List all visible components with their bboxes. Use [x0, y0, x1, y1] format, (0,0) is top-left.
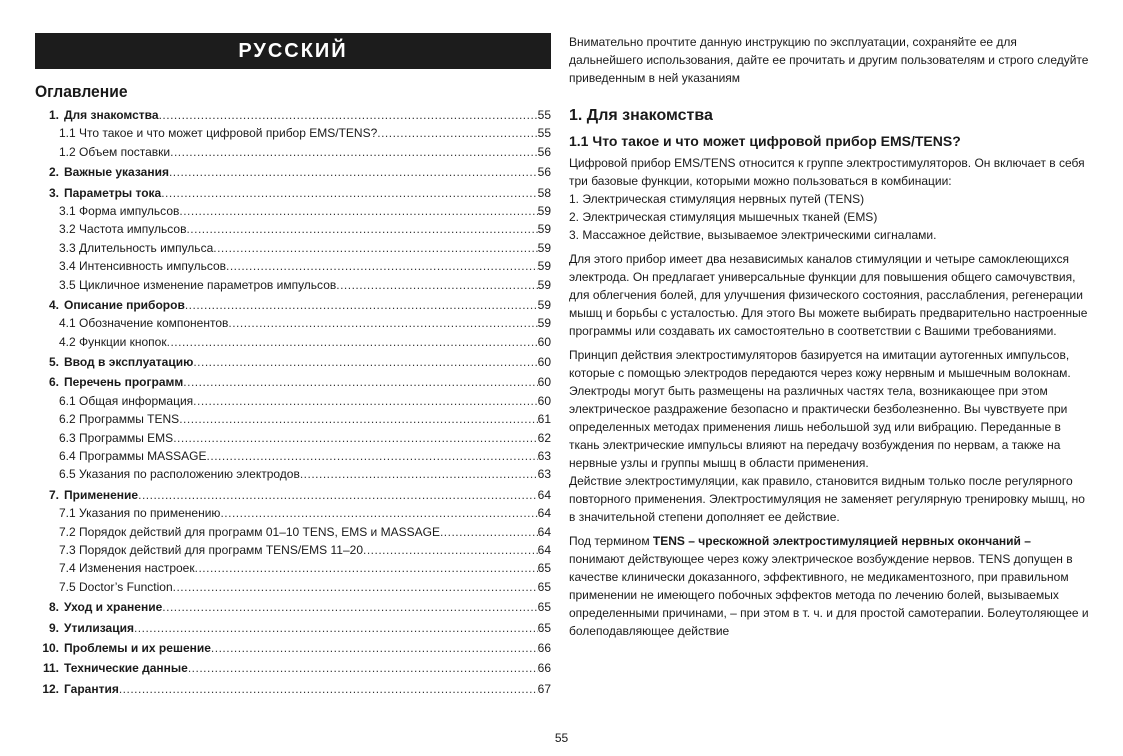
toc-leader [188, 661, 538, 675]
toc-page: 65 [537, 579, 551, 594]
paragraph-2: Для этого прибор имеет два независимых каналов стимуляции и четыре самоклеющихся электрода. Он предлагает универсальные функции для повышения общего самочувствия, для облегчения болей, для улучшения физического состояния, расслабления, регенерации мышц и борьбы с усталостью. Для этого Вы можете выбирать предварительно настроенные программы или создавать их самостоятельно в соответствии с Вашими требованиями. [569, 252, 1088, 338]
toc-leader [213, 241, 537, 255]
language-banner: РУССКИЙ [35, 33, 551, 69]
toc-leader [170, 145, 538, 159]
toc-leader [377, 126, 537, 140]
tens-definition: TENS – чрескожной электростимуляцией нервных окончаний – [652, 534, 1031, 548]
toc-page: 60 [537, 334, 551, 349]
toc-subsection [35, 145, 551, 163]
toc-label: Параметры тока [64, 185, 162, 200]
paragraph-4: Действие электростимуляции, как правило, становится видным только после регулярного повторного применения. Электростимуляция не заменяет регулярную тренировку мышц, но в значительной степени дополняет ее действие. [569, 474, 1085, 524]
toc-label: Для знакомства [64, 108, 159, 122]
toc-label: 3.1 Форма импульсов [59, 203, 180, 218]
toc-label: 3.5 Цикличное изменение параметров импульсов [59, 277, 337, 292]
toc-leader [159, 108, 538, 122]
toc-subsection [35, 278, 551, 296]
toc-section [35, 165, 551, 183]
toc-leader [138, 488, 538, 502]
toc-number: 4. [48, 297, 59, 312]
toc-leader [186, 222, 537, 236]
toc-page: 63 [537, 449, 551, 464]
toc-label: 6.4 Программы MASSAGE [59, 449, 207, 464]
toc-label: Применение [64, 487, 139, 502]
toc-page: 59 [537, 203, 551, 218]
subsection-heading: 1.1 Что такое и что может цифровой прибор EMS/TENS? [569, 133, 961, 149]
table-of-contents [35, 108, 551, 700]
section-heading: 1. Для знакомства [569, 107, 713, 124]
list-item: 1. Электрическая стимуляция нервных путей (TENS) [569, 192, 865, 206]
toc-page: 59 [537, 259, 551, 274]
toc-leader [363, 543, 538, 557]
toc-leader [179, 204, 537, 218]
toc-label: Утилизация [64, 620, 134, 635]
toc-page: 64 [537, 506, 551, 521]
toc-leader [336, 278, 537, 292]
toc-label: 6.5 Указания по расположению электродов [59, 467, 300, 482]
toc-number: 6. [48, 375, 59, 390]
toc-label: 3.3 Длительность импульса [59, 240, 214, 255]
toc-number: 3. [48, 185, 59, 200]
toc-subsection [35, 543, 551, 561]
toc-leader [162, 600, 537, 614]
toc-leader [440, 525, 538, 539]
toc-number: 8. [48, 600, 59, 615]
toc-page: 65 [537, 620, 551, 635]
list-item: 3. Массажное действие, вызываемое электрическими сигналами. [569, 228, 937, 242]
list-item: 2. Электрическая стимуляция мышечных тканей (EMS) [569, 210, 878, 224]
toc-page: 63 [537, 467, 551, 482]
toc-leader [169, 165, 538, 179]
toc-page: 62 [537, 430, 551, 445]
toc-subsection [35, 449, 551, 467]
paragraph-1: Цифровой прибор EMS/TENS относится к группе электростимуляторов. Он включает в себя три базовые функции, которыми можно пользоваться в комбинации: [569, 156, 1085, 188]
toc-page: 59 [537, 222, 551, 237]
toc-leader [211, 641, 538, 655]
toc-page: 59 [537, 277, 551, 292]
toc-section [35, 641, 551, 659]
toc-label: 7.2 Порядок действий для программ 01–10 TENS, EMS и MASSAGE [59, 524, 440, 539]
toc-label: Описание приборов [64, 297, 185, 312]
toc-page: 55 [537, 126, 551, 141]
toc-label: 1.1 Что такое и что может цифровой прибор EMS/TENS? [59, 126, 378, 141]
toc-leader [161, 186, 537, 200]
toc-section [35, 600, 551, 618]
toc-label: Проблемы и их решение [64, 640, 211, 655]
p5-post: понимают действующее через кожу электрическое возбуждение нервов. TENS допущен в качестве клинически доказанного, эффективного, не медикаментозного, при правильном применении не имеющего побочных эффектов метода по лечению болей, вызываемых определенными причинами, – при этом в т. ч. и для простой самотерапии. Болеутоляющее и болеподавляющее действие [569, 552, 1089, 638]
toc-page: 56 [537, 165, 551, 180]
toc-page: 65 [537, 600, 551, 615]
toc-label: 1.2 Объем поставки [59, 144, 171, 159]
right-column [569, 33, 1089, 646]
page-number: 55 [554, 731, 569, 745]
toc-section [35, 682, 551, 700]
function-list [569, 190, 1089, 244]
paragraph-5 [569, 532, 1089, 640]
toc-subsection [35, 412, 551, 430]
toc-subsection [35, 241, 551, 259]
intro-paragraph: Внимательно прочтите данную инструкцию по эксплуатации, сохраняйте ее для дальнейшего использования, дайте ее прочитать и другим пользователям и строго следуйте приведенным в ней указаниям [569, 35, 1089, 85]
toc-section [35, 108, 551, 126]
toc-page: 64 [537, 542, 551, 557]
toc-leader [228, 316, 537, 330]
toc-leader [220, 506, 537, 520]
toc-label: 3.2 Частота импульсов [59, 222, 187, 237]
toc-leader [167, 335, 538, 349]
toc-section [35, 298, 551, 316]
toc-page: 64 [537, 487, 551, 502]
toc-leader [119, 682, 538, 696]
toc-subsection [35, 394, 551, 412]
toc-label: 6.3 Программы EMS [59, 430, 174, 445]
toc-page: 65 [537, 561, 551, 576]
toc-page: 61 [537, 412, 551, 427]
toc-subsection [35, 126, 551, 144]
toc-label: 6.2 Программы TENS [59, 412, 180, 427]
toc-page: 59 [537, 297, 551, 312]
toc-leader [195, 561, 538, 575]
toc-section [35, 186, 551, 204]
toc-leader [134, 621, 538, 635]
toc-leader [193, 355, 537, 369]
toc-page: 58 [537, 185, 551, 200]
toc-section [35, 375, 551, 393]
toc-subsection [35, 506, 551, 524]
toc-page: 56 [537, 144, 551, 159]
toc-subsection [35, 222, 551, 240]
toc-page: 60 [537, 375, 551, 390]
toc-subsection [35, 525, 551, 543]
toc-label: 7.4 Изменения настроек [59, 561, 195, 576]
toc-subsection [35, 204, 551, 222]
toc-label: Технические данные [64, 661, 188, 676]
toc-section [35, 661, 551, 679]
toc-label: 6.1 Общая информация [59, 393, 194, 408]
toc-leader [300, 467, 538, 481]
toc-leader [207, 449, 538, 463]
toc-page: 64 [537, 524, 551, 539]
toc-label: 4.1 Обозначение компонентов [59, 316, 229, 331]
toc-label: 7.5 Doctor’s Function [59, 579, 173, 594]
toc-subsection [35, 431, 551, 449]
toc-number: 9. [48, 620, 59, 635]
toc-number: 2. [48, 165, 59, 180]
toc-label: Уход и хранение [64, 600, 163, 615]
toc-label: 4.2 Функции кнопок [59, 334, 167, 349]
toc-subsection [35, 259, 551, 277]
toc-leader [185, 298, 538, 312]
toc-number: 7. [48, 487, 59, 502]
toc-title: Оглавление [35, 82, 128, 101]
toc-label: Важные указания [64, 165, 169, 180]
toc-leader [173, 580, 538, 594]
toc-page: 66 [537, 661, 551, 676]
toc-label: Гарантия [64, 681, 119, 696]
toc-label: Ввод в эксплуатацию [64, 355, 194, 370]
paragraph-3: Принцип действия электростимуляторов базируется на имитации аутогенных импульсов, которые с помощью электродов передаются через кожу нервным и мышечным волокнам. Электроды могут быть размещены на различных частях тела, возникающее при этом электрическое раздражение безопасно и практически безболезненно. Вы чувствуете при определенных методах применения лишь небольшой зуд или вибрацию. Переданные в ткань электрические импульсы влияют на передачу возбуждения по нервам, а также на нервные узлы и группы мышц в области применения. [569, 348, 1071, 470]
toc-subsection [35, 561, 551, 579]
toc-leader [193, 394, 537, 408]
toc-page: 59 [537, 240, 551, 255]
toc-subsection [35, 580, 551, 598]
toc-leader [226, 259, 538, 273]
left-column [35, 33, 551, 700]
toc-label: 3.4 Интенсивность импульсов [59, 259, 227, 274]
toc-leader [173, 431, 537, 445]
toc-number: 11. [42, 661, 59, 676]
toc-label: Перечень программ [64, 375, 184, 390]
toc-page: 60 [537, 393, 551, 408]
toc-section [35, 488, 551, 506]
toc-section [35, 621, 551, 639]
toc-subsection [35, 467, 551, 485]
toc-label: 7.1 Указания по применению [59, 506, 221, 521]
toc-subsection [35, 316, 551, 334]
toc-page: 66 [537, 640, 551, 655]
toc-page: 55 [537, 108, 551, 122]
toc-number: 1. [48, 108, 59, 122]
toc-page: 67 [537, 681, 551, 696]
toc-leader [179, 412, 537, 426]
p5-pre: Под термином [569, 534, 653, 548]
toc-page: 60 [537, 355, 551, 370]
toc-label: 7.3 Порядок действий для программ TENS/EMS 11–20 [59, 542, 363, 557]
toc-section [35, 355, 551, 373]
toc-number: 10. [42, 640, 59, 655]
toc-subsection [35, 335, 551, 353]
toc-number: 5. [48, 355, 59, 370]
toc-number: 12. [42, 681, 59, 696]
toc-page: 59 [537, 316, 551, 331]
toc-leader [183, 375, 537, 389]
